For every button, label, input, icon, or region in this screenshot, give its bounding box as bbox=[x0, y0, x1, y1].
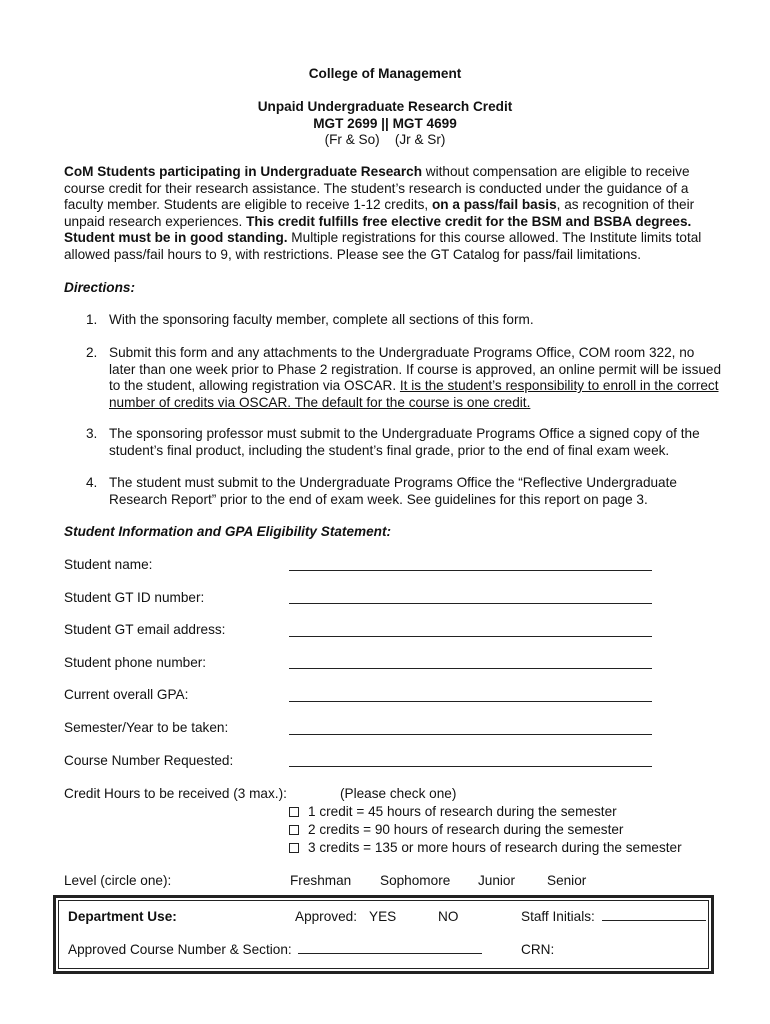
checkbox-icon[interactable] bbox=[289, 807, 299, 817]
credit-hours-instruction: (Please check one) bbox=[340, 786, 457, 801]
intro-bold-3: This credit fulfills free elective credit for the BSM and BSBA degrees. Student must be in good standing. bbox=[64, 213, 692, 246]
credit-option-label: 3 credits = 135 or more hours of research during the semester bbox=[308, 840, 682, 855]
intro-bold-2: on a pass/fail basis bbox=[431, 197, 557, 213]
direction-item bbox=[86, 426, 722, 459]
checkbox-icon[interactable] bbox=[289, 825, 299, 835]
crn-label: CRN: bbox=[521, 942, 555, 957]
direction-item bbox=[86, 312, 722, 329]
course-section-field[interactable] bbox=[298, 953, 482, 954]
credit-option-1[interactable] bbox=[289, 804, 617, 821]
direction-number: 1. bbox=[86, 312, 98, 327]
form-title: Unpaid Undergraduate Research Credit bbox=[257, 99, 513, 114]
student-email-label: Student GT email address: bbox=[64, 622, 226, 637]
approved-label: Approved: bbox=[295, 909, 357, 924]
level-option-junior[interactable]: Junior bbox=[478, 873, 516, 888]
credit-option-2[interactable] bbox=[289, 822, 623, 839]
intro-text-3: Multiple registrations for this course allowed. The Institute limits total allowed pass/fail hours to 9, with restrictions. Please see the GT Catalog for pass/fail limitations. bbox=[64, 230, 702, 262]
direction-number: 3. bbox=[86, 426, 98, 441]
credit-option-3[interactable] bbox=[289, 840, 682, 857]
intro-paragraph bbox=[64, 164, 714, 264]
staff-initials-field[interactable] bbox=[602, 920, 706, 921]
direction-text-underlined: It is the student’s responsibility to enroll in the correct number of credits via OSCAR. The default for the course is one credit. bbox=[109, 378, 719, 410]
department-use-label: Department Use: bbox=[68, 909, 177, 924]
intro-text-2: , as recognition of their unpaid research experiences. bbox=[64, 197, 695, 229]
direction-number: 4. bbox=[86, 475, 98, 490]
credit-hours-label: Credit Hours to be received (3 max.): bbox=[64, 786, 287, 801]
level-option-senior[interactable]: Senior bbox=[547, 873, 587, 888]
course-number-field[interactable] bbox=[289, 766, 652, 767]
course-section-row bbox=[68, 942, 482, 959]
current-gpa-label: Current overall GPA: bbox=[64, 687, 189, 702]
student-email-field[interactable] bbox=[289, 636, 652, 637]
direction-text: With the sponsoring faculty member, complete all sections of this form. bbox=[109, 312, 534, 327]
direction-text: The student must submit to the Undergraduate Programs Office the “Reflective Undergraduate Research Report” prior to the end of exam week. See guidelines for this report on page 3. bbox=[109, 475, 677, 507]
course-codes: MGT 2699 || MGT 4699 bbox=[313, 116, 457, 131]
department-use-box bbox=[53, 895, 714, 974]
student-phone-label: Student phone number: bbox=[64, 655, 207, 670]
direction-number: 2. bbox=[86, 345, 98, 360]
course-number-label: Course Number Requested: bbox=[64, 753, 234, 768]
semester-year-label: Semester/Year to be taken: bbox=[64, 720, 229, 735]
direction-text bbox=[109, 345, 722, 411]
credit-option-label: 1 credit = 45 hours of research during the semester bbox=[308, 804, 617, 819]
student-gt-id-field[interactable] bbox=[289, 603, 652, 604]
staff-initials-row bbox=[521, 909, 706, 926]
intro-text-1: without compensation are eligible to receive course credit for their research assistance. The student’s research is conducted under the guidance of a faculty member. Students are eligible to receive 1-12 credits, bbox=[64, 164, 690, 213]
direction-item bbox=[86, 475, 722, 508]
course-levels: (Fr & So) (Jr & Sr) bbox=[324, 132, 446, 147]
level-option-sophomore[interactable]: Sophomore bbox=[380, 873, 451, 888]
course-section-label: Approved Course Number & Section: bbox=[68, 942, 292, 957]
checkbox-icon[interactable] bbox=[289, 843, 299, 853]
level-label: Level (circle one): bbox=[64, 873, 172, 888]
approved-no-option[interactable]: NO bbox=[438, 909, 459, 924]
direction-text-plain: Submit this form and any attachments to the Undergraduate Programs Office, COM room 322, no later than one week prior to Phase 2 registration. If course is approved, an online permit will be issued to the student, allowing registration via OSCAR. bbox=[109, 345, 722, 394]
direction-text: The sponsoring professor must submit to the Undergraduate Programs Office a signed copy of the student’s final product, including the student’s final grade, prior to the end of final exam week. bbox=[109, 426, 700, 458]
student-name-label: Student name: bbox=[64, 557, 153, 572]
direction-item bbox=[86, 345, 722, 411]
intro-lead: CoM Students participating in Undergraduate Research bbox=[64, 164, 423, 179]
student-phone-field[interactable] bbox=[289, 668, 652, 669]
directions-heading: Directions: bbox=[64, 280, 136, 295]
student-name-field[interactable] bbox=[289, 570, 652, 571]
level-option-freshman[interactable]: Freshman bbox=[290, 873, 352, 888]
staff-initials-label: Staff Initials: bbox=[521, 909, 595, 924]
student-info-heading: Student Information and GPA Eligibility Statement: bbox=[64, 524, 392, 539]
student-gt-id-label: Student GT ID number: bbox=[64, 590, 205, 605]
college-title: College of Management bbox=[308, 66, 462, 81]
semester-year-field[interactable] bbox=[289, 734, 652, 735]
current-gpa-field[interactable] bbox=[289, 701, 652, 702]
credit-option-label: 2 credits = 90 hours of research during the semester bbox=[308, 822, 624, 837]
approved-yes-option[interactable]: YES bbox=[369, 909, 397, 924]
